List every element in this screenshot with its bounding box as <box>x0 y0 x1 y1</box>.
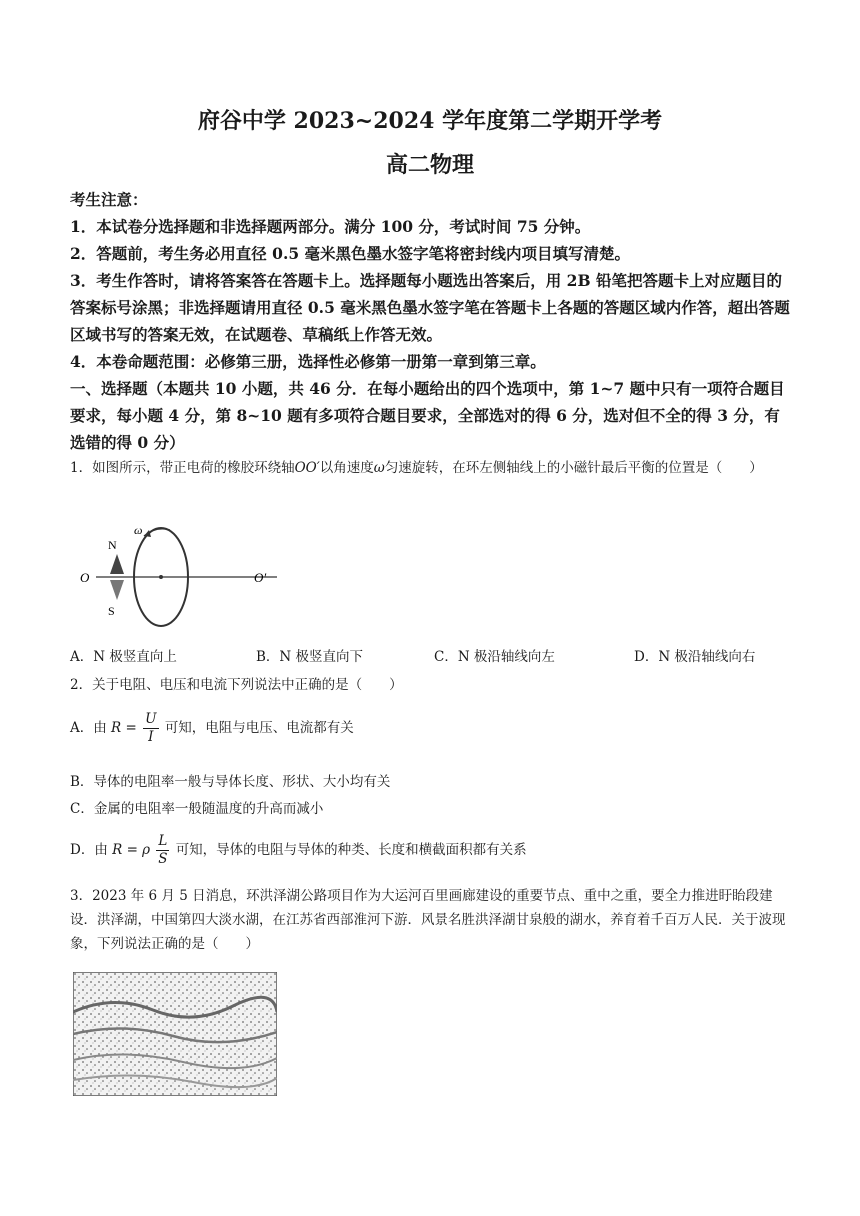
magnet-ring-figure <box>72 522 297 632</box>
option-suffix: 可知，导体的电阻与导体的种类、长度和横截面积都有关系 <box>175 842 527 858</box>
needle-north-half <box>110 554 124 574</box>
formula-lhs: R = <box>111 720 137 736</box>
option-b: B．N 极竖直向下 <box>256 649 364 665</box>
fraction-numerator: L <box>158 833 168 849</box>
label-s: S <box>108 604 115 618</box>
stem-text: 1．如图所示，带正电荷的橡胶环绕轴 <box>70 460 295 476</box>
formula-fraction <box>143 711 158 746</box>
question-2-option-b: B．导体的电阻率一般与导体长度、形状、大小均有关 <box>70 774 391 790</box>
fraction-denominator: I <box>148 729 154 745</box>
question-2-option-a <box>70 711 354 746</box>
omega-symbol: ω <box>373 460 385 476</box>
question-2-option-c: C．金属的电阻率一般随温度的升高而减小 <box>70 801 324 817</box>
question-1-options <box>70 645 792 665</box>
option-c: C．N 极沿轴线向左 <box>434 649 555 665</box>
exam-title: 府谷中学 2023~2024 学年度第二学期开学考 <box>197 108 663 134</box>
stem-text: 以角速度 <box>319 460 374 476</box>
label-n: N <box>108 538 117 552</box>
ring-center-dot <box>159 575 163 579</box>
notice-list <box>70 213 792 375</box>
question-2-stem: 2．关于电阻、电压和电流下列说法中正确的是（ ） <box>70 677 403 693</box>
option-prefix: A．由 <box>70 720 107 736</box>
question-1-stem <box>70 456 792 480</box>
label-omega: ω <box>134 523 143 537</box>
option-d: D．N 极沿轴线向右 <box>634 649 756 665</box>
notice-heading: 考生注意： <box>70 190 148 209</box>
formula-fraction <box>156 833 169 868</box>
option-prefix: D．由 <box>70 842 108 858</box>
question-3-stem: 3．2023 年 6 月 5 日消息，环洪泽湖公路项目作为大运河百里画廊建设的重要节点、重中之重，要全力推进盱眙段建设．洪泽湖，中国第四大淡水湖，在江苏省西部淮河下游．风景名胜洪泽湖甘泉般的湖水，养育着千百万人民．关于波现象，下列说法正确的是（ ） <box>70 888 786 952</box>
fraction-denominator: S <box>158 851 168 867</box>
notice-item: 1．本试卷分选择题和非选择题两部分。满分 100 分，考试时间 75 分钟。 <box>70 217 591 236</box>
question-2-option-d <box>70 833 527 868</box>
needle-south-half <box>110 580 124 600</box>
notice-item: 2．答题前，考生务必用直径 0.5 毫米黑色墨水签字笔将密封线内项目填写清楚。 <box>70 244 631 263</box>
fraction-numerator: U <box>145 711 157 727</box>
label-o: O <box>80 570 90 585</box>
notice-item: 3．考生作答时，请将答案答在答题卡上。选择题每小题选出答案后，用 2B 铅笔把答题卡上对应题目的答案标号涂黑；非选择题请用直径 0.5 毫米黑色墨水签字笔在答题卡上各题的答题区域内作答，超出答题区域书写的答案无效，在试题卷、草稿纸上作答无效。 <box>70 271 790 344</box>
lake-wave-photo <box>73 972 277 1096</box>
notice-item: 4．本卷命题范围：必修第三册，选择性必修第一册第一章到第三章。 <box>70 352 546 371</box>
label-o-prime: O′ <box>254 570 267 585</box>
stem-text: 匀速旋转，在环左侧轴线上的小磁针最后平衡的位置是（ ） <box>384 460 763 476</box>
axis-symbol: OO′ <box>294 460 320 476</box>
option-suffix: 可知，电阻与电压、电流都有关 <box>164 720 354 736</box>
photo-frame <box>73 972 277 1096</box>
option-a: A．N 极竖直向上 <box>70 649 177 665</box>
formula-lhs: R = ρ <box>112 842 151 858</box>
section-heading: 一、选择题（本题共 10 小题，共 46 分．在每小题给出的四个选项中，第 1~7 题中只有一项符合题目要求，每小题 4 分，第 8~10 题有多项符合题目要求，全部选对的得 6 分，选对但不全的得 3 分，有选错的得 0 分） <box>70 379 785 452</box>
exam-subject: 高二物理 <box>385 152 474 178</box>
